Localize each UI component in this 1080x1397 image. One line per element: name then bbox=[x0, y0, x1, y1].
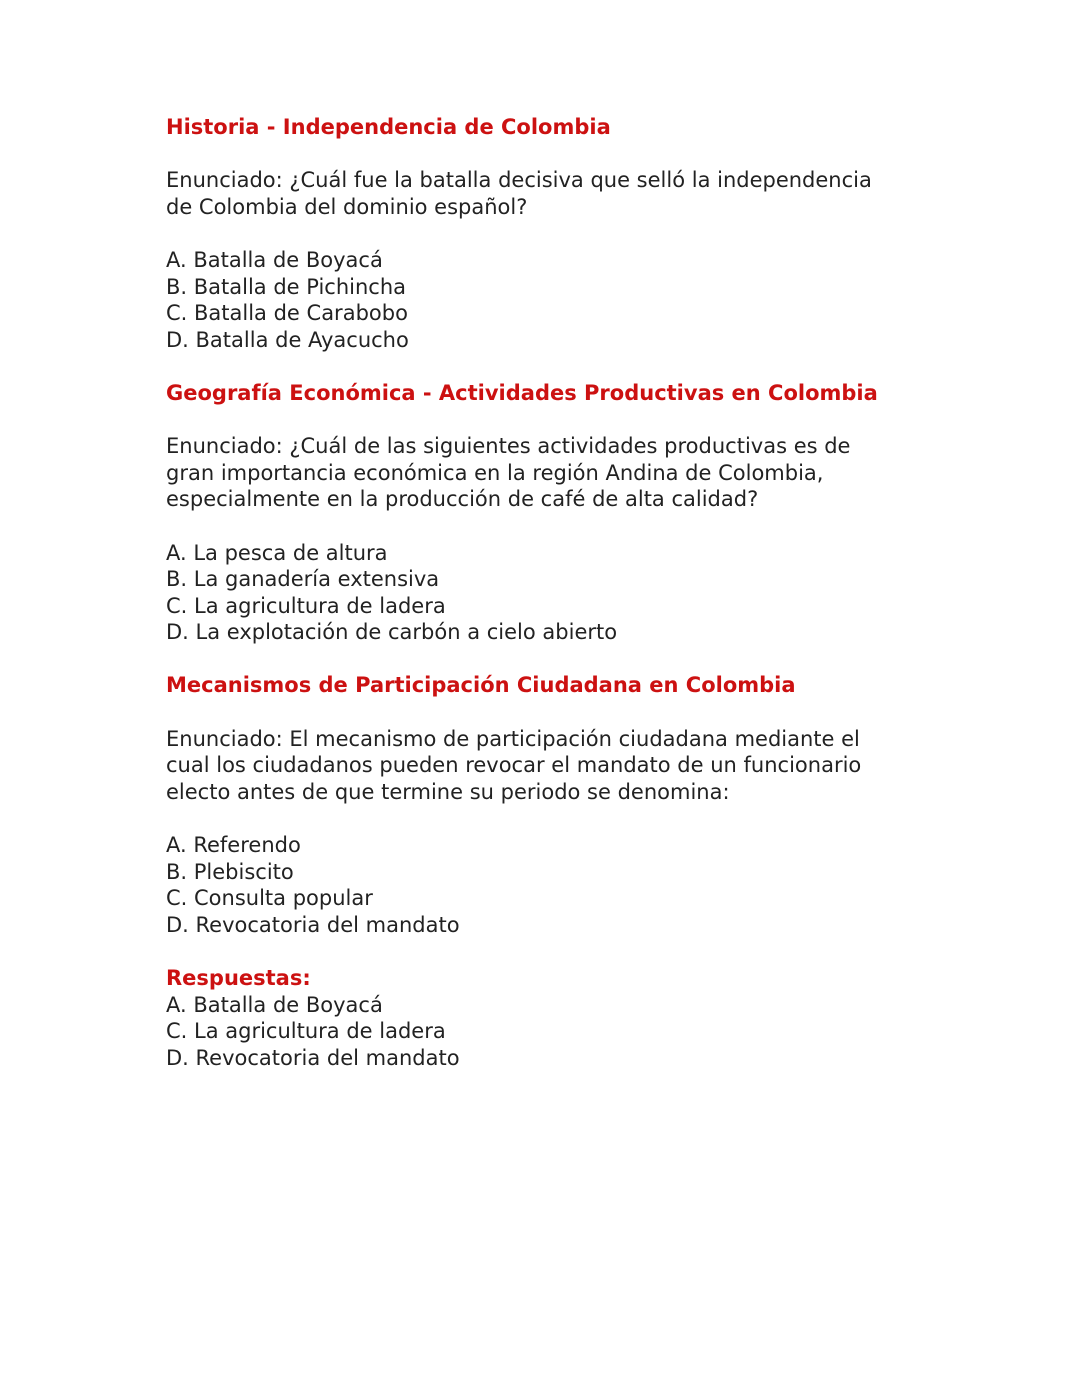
question-block-geografia bbox=[166, 380, 926, 646]
answer-option: B. Plebiscito bbox=[166, 859, 294, 884]
question-statement-line: especialmente en la producción de café de alta calidad? bbox=[166, 487, 759, 512]
answer-option: A. Referendo bbox=[166, 833, 301, 858]
question-block-participacion bbox=[166, 672, 926, 938]
question-statement-line: cual los ciudadanos pueden revocar el mandato de un funcionario bbox=[166, 753, 862, 778]
answer-option: C. Batalla de Carabobo bbox=[166, 301, 408, 326]
answer-key-item: A. Batalla de Boyacá bbox=[166, 992, 383, 1017]
answer-option: B. La ganadería extensiva bbox=[166, 567, 440, 592]
question-statement-line: Enunciado: El mecanismo de participación ciudadana mediante el bbox=[166, 726, 860, 751]
answer-option: C. La agricultura de ladera bbox=[166, 593, 446, 618]
document-page bbox=[166, 114, 926, 1071]
question-statement-line: de Colombia del dominio español? bbox=[166, 194, 528, 219]
answer-option: A. La pesca de altura bbox=[166, 540, 388, 565]
answer-option: D. Batalla de Ayacucho bbox=[166, 327, 409, 352]
answer-option: A. Batalla de Boyacá bbox=[166, 247, 383, 272]
section-heading: Mecanismos de Participación Ciudadana en Colombia bbox=[166, 673, 796, 698]
section-heading: Historia - Independencia de Colombia bbox=[166, 115, 611, 139]
question-block-historia bbox=[166, 114, 926, 353]
section-heading: Geografía Económica - Actividades Productivas en Colombia bbox=[166, 380, 878, 405]
answers-list bbox=[166, 992, 926, 1072]
answer-key-item: C. La agricultura de ladera bbox=[166, 1019, 446, 1044]
answer-options bbox=[166, 247, 926, 353]
question-statement-line: gran importancia económica en la región Andina de Colombia, bbox=[166, 460, 824, 485]
answer-option: D. Revocatoria del mandato bbox=[166, 912, 460, 937]
answer-option: D. La explotación de carbón a cielo abierto bbox=[166, 620, 618, 645]
answer-option: B. Batalla de Pichincha bbox=[166, 274, 407, 299]
answer-options bbox=[166, 540, 926, 646]
question-statement-line: electo antes de que termine su periodo se denomina: bbox=[166, 779, 730, 804]
answer-options bbox=[166, 832, 926, 938]
answer-key-item: D. Revocatoria del mandato bbox=[166, 1045, 460, 1070]
answers-heading: Respuestas: bbox=[166, 966, 311, 990]
question-statement-line: Enunciado: ¿Cuál fue la batalla decisiva que selló la independencia bbox=[166, 168, 872, 193]
answers-block bbox=[166, 965, 926, 1071]
answer-option: C. Consulta popular bbox=[166, 886, 373, 911]
question-statement-line: Enunciado: ¿Cuál de las siguientes actividades productivas es de bbox=[166, 434, 851, 459]
